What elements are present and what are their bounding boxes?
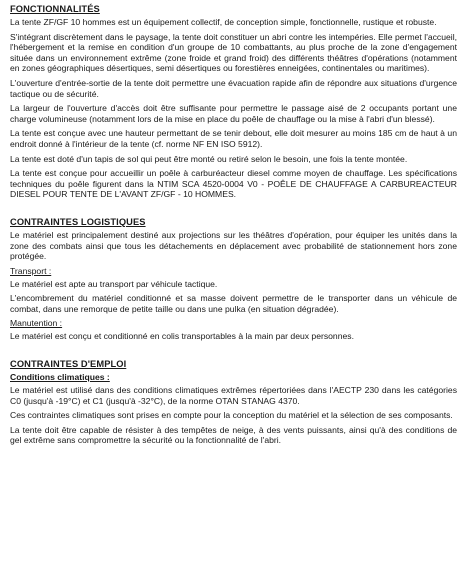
paragraph: La tente est conçue avec une hauteur permettant de se tenir debout, elle doit mesurer au moins 185 cm de haut à un endroit donné à l'intérieur de la tente (cf. norme NF EN ISO 5912). [10,128,457,149]
paragraph: La tente est doté d'un tapis de sol qui peut être monté ou retiré selon le besoin, une fois la tente montée. [10,153,408,164]
section-heading-contraintes-logistiques: CONTRAINTES LOGISTIQUES [10,216,146,227]
paragraph: Ces contraintes climatiques sont prises en compte pour la conception du matériel et la sélection de ses composants. [10,410,453,421]
paragraph: L'encombrement du matériel conditionné et sa masse doivent permettre de le transporter dans un véhicule de combat, dans une remorque de petite taille ou dans une pulka (en situation dégradée). [10,293,457,314]
section-spacer [10,204,457,217]
paragraph: La tente est conçue pour accueillir un poêle à carburéacteur diesel comme moyen de chauffage. Les spécifications techniques du poêle figurent dans la NTIM SCA 4520-0004 V0 - POÊLE DE CHAUFFAGE A CARBUREACTEUR DIESEL POUR TENTE DE L'AVANT ZF/GF - 10 HOMMES. [10,168,457,200]
subheading-manutention: Manutention : [10,318,63,329]
paragraph: L'ouverture d'entrée-sortie de la tente doit permettre une évacuation rapide afin de répondre aux situations d'urgence tactique ou de sécurité. [10,77,457,99]
paragraph: La largeur de l'ouverture d'accès doit être suffisante pour permettre le passage aisé de 2 occupants portant une charge volumineuse (notamment lors de la mise en place du poêle de chauffage ou la mise à l'abri d'un blessé). [10,103,457,124]
subheading-transport: Transport : [10,265,52,276]
paragraph: Le matériel est principalement destiné aux projections sur les théâtres d'opération, pour équiper les unités dans la zone des combats ainsi que tous les détachements en déplacement avec probabilité de stationnement hors zone protégée. [10,229,457,262]
subheading-conditions-climatiques: Conditions climatiques : [10,372,110,383]
paragraph: Le matériel est utilisé dans des conditions climatiques extrêmes répertoriées dans l'AECTP 230 dans les catégories C0 (jusqu'à -19°C) et C1 (jusqu'à -32°C), de la norme OTAN STANAG 4370. [10,385,457,406]
paragraph: La tente ZF/GF 10 hommes est un équipement collectif, de conception simple, fonctionnelle, rustique et robuste. [10,17,437,27]
paragraph: Le matériel est apte au transport par véhicule tactique. [10,278,218,289]
paragraph: La tente doit être capable de résister à des tempêtes de neige, à des vents puissants, ainsi qu'à des conditions de gel extrême sans compromettre la sécurité ou la fonctionnalité de l'abri. [10,424,457,446]
section-heading-contraintes-emploi: CONTRAINTES D'EMPLOI [10,359,127,370]
section-spacer [10,346,457,359]
paragraph: S'intégrant discrètement dans le paysage, la tente doit constituer un abri contre les intempéries. Elle permet l'accueil, l'hébergement et la remise en condition d'un groupe de 10 combattants, au plus proche de la zone d'engagement située dans un environnement extrême (zone froide et grand froid) des différents théâtres d'opérations (notamment en zones géographiques désertiques, semi désertiques ou forestières enneigées, continentales ou maritimes). [10,31,457,74]
section-heading-fonctionnalites: FONCTIONNALITÉS [10,4,100,14]
paragraph: Le matériel est conçu et conditionné en colis transportables à la main par deux personnes. [10,331,354,342]
